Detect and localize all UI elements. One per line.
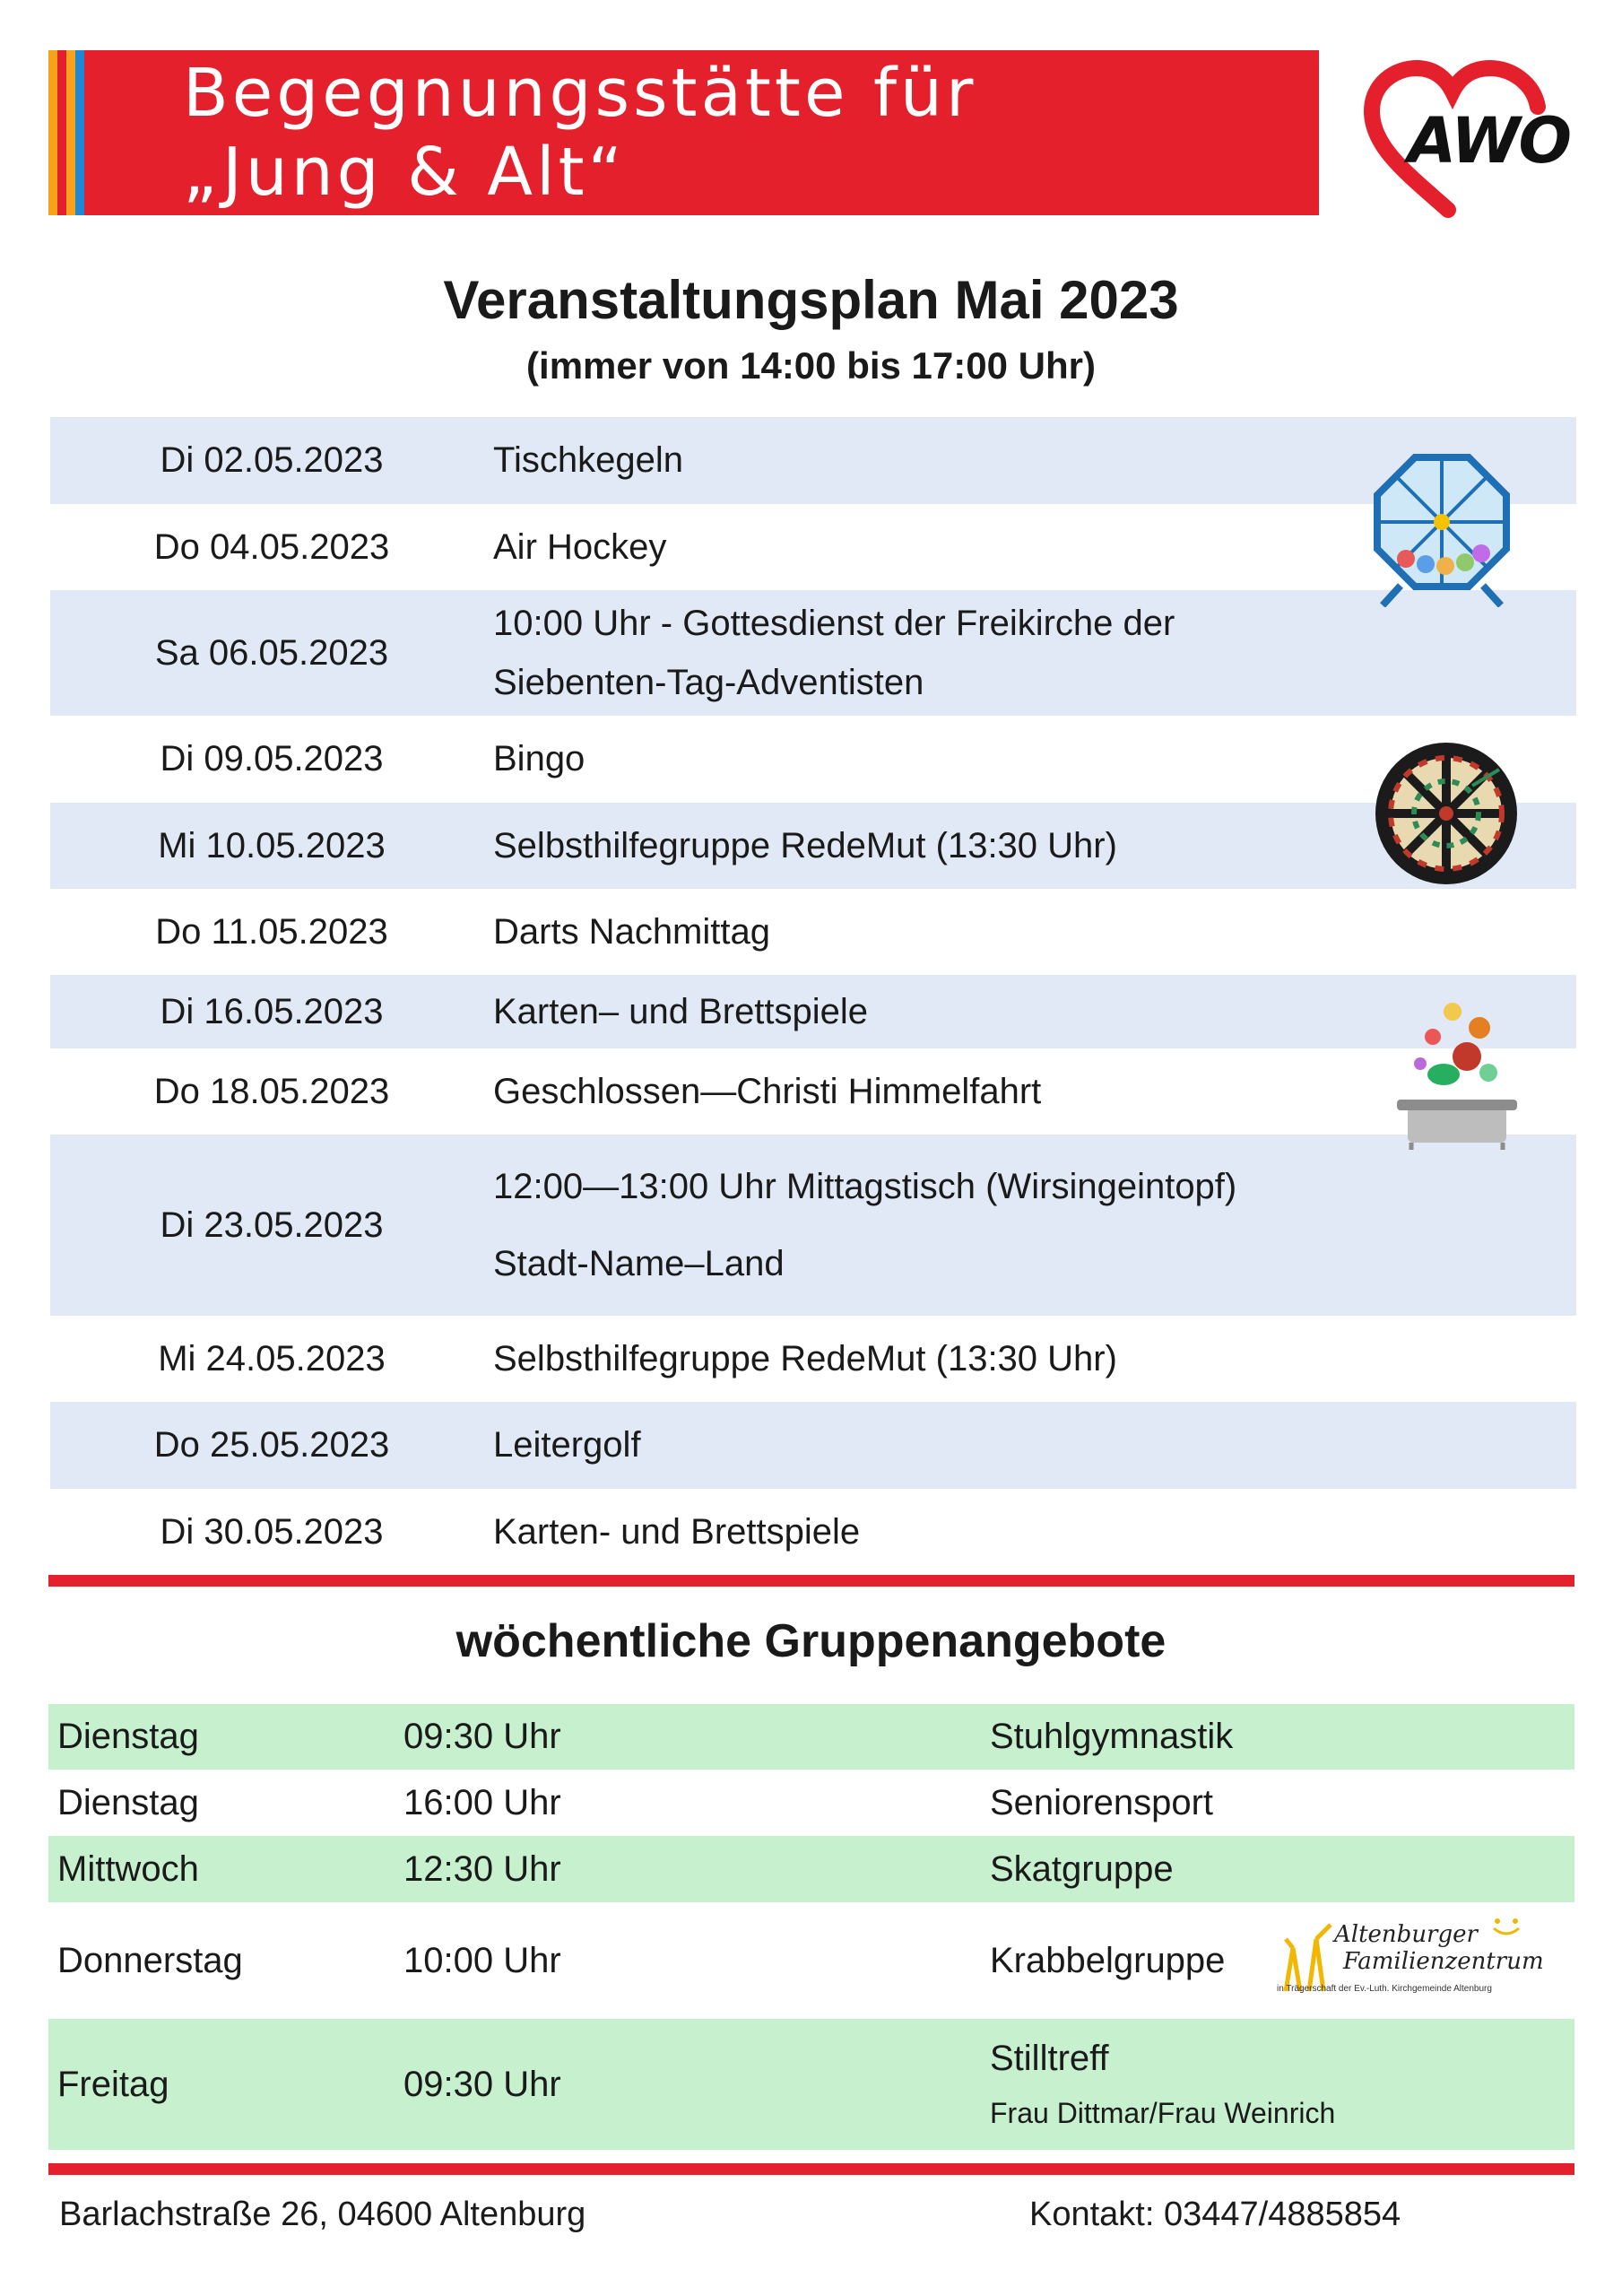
event-date: Di 02.05.2023: [160, 440, 384, 480]
event-text-line: Siebenten-Tag-Adventisten: [493, 663, 924, 702]
event-date: Do 25.05.2023: [153, 1425, 390, 1465]
event-date: Di 30.05.2023: [160, 1511, 384, 1552]
awo-logo: [1354, 57, 1571, 219]
stripe: [48, 50, 57, 215]
event-row: [50, 1316, 1576, 1402]
weekly-time: 09:30 Uhr: [403, 2064, 561, 2104]
stripe: [66, 50, 75, 215]
divider: [48, 1575, 1574, 1587]
event-date: Sa 06.05.2023: [154, 632, 389, 673]
weekly-activity: Seniorensport: [990, 1782, 1214, 1822]
event-date: Do 18.05.2023: [153, 1071, 390, 1111]
event-row: [50, 1489, 1576, 1575]
event-text: Selbsthilfegruppe RedeMut (13:30 Uhr): [493, 1338, 1117, 1378]
event-text: Leitergolf: [493, 1425, 641, 1465]
partner-logo-line2: Familienzentrum: [1343, 1948, 1544, 1975]
weekly-row: [48, 1704, 1574, 1770]
page-subtitle: (immer von 14:00 bis 17:00 Uhr): [526, 344, 1096, 387]
color-stripes: [48, 50, 93, 215]
figures-icon: [1277, 1921, 1340, 1993]
weekly-title: wöchentliche Gruppenangebote: [455, 1615, 1167, 1667]
page-title: Veranstaltungsplan Mai 2023: [443, 270, 1179, 330]
partner-logo-line1: Altenburger: [1334, 1921, 1478, 1948]
weekly-activity-name: Stilltreff: [990, 2039, 1109, 2078]
event-text: Air Hockey: [493, 526, 667, 567]
weekly-activity: Stuhlgymnastik: [990, 1717, 1234, 1756]
smile-icon: [1488, 1916, 1524, 1937]
weekly-activity: Skatgruppe: [990, 1848, 1174, 1889]
weekly-time: 12:30 Uhr: [403, 1848, 561, 1889]
event-text: Geschlossen—Christi Himmelfahrt: [493, 1071, 1042, 1111]
event-date: Do 04.05.2023: [153, 526, 390, 567]
event-date: Mi 24.05.2023: [158, 1338, 386, 1378]
event-row: [50, 1135, 1576, 1316]
stripe: [57, 50, 66, 215]
event-row: [50, 716, 1576, 803]
weekly-time: 09:30 Uhr: [403, 1717, 561, 1756]
event-text: Bingo: [493, 739, 585, 778]
event-date: Do 11.05.2023: [155, 911, 388, 952]
weekly-activity: Krabbelgruppe: [990, 1940, 1226, 1980]
weekly-day: Mittwoch: [57, 1848, 199, 1889]
footer-contact: Kontakt: 03447/4885854: [1029, 2196, 1401, 2233]
partner-logo-caption: in Trägerschaft der Ev.-Luth. Kirchgemeinde Altenburg: [1277, 1984, 1492, 1994]
event-text: Tischkegeln: [493, 440, 683, 480]
event-text-line: 10:00 Uhr - Gottesdienst der Freikirche der: [493, 604, 1175, 643]
events-table: [50, 417, 1576, 1575]
weekly-row: [48, 1770, 1574, 1836]
event-date: Di 23.05.2023: [160, 1205, 384, 1245]
weekly-activity: [990, 2039, 1574, 2130]
banner-title: [183, 54, 976, 212]
event-text: Karten– und Brettspiele: [493, 991, 869, 1031]
event-row: [50, 1048, 1576, 1135]
stripe: [75, 50, 84, 215]
weekly-row: [48, 2019, 1574, 2150]
weekly-day: Dienstag: [57, 1717, 199, 1756]
event-date: Mi 10.05.2023: [158, 825, 386, 865]
event-row: [50, 803, 1576, 889]
bingo-wheel-icon: [1370, 453, 1514, 607]
event-date: Di 16.05.2023: [160, 991, 384, 1031]
event-text: [493, 594, 1576, 712]
banner-title-line1: Begegnungsstätte für: [183, 55, 977, 132]
event-row: [50, 1402, 1576, 1489]
event-text: [493, 1148, 1576, 1302]
cooking-pot-icon: [1390, 992, 1524, 1150]
weekly-day: Donnerstag: [57, 1940, 243, 1980]
event-text: Selbsthilfegruppe RedeMut (13:30 Uhr): [493, 825, 1117, 865]
weekly-day: Freitag: [57, 2064, 169, 2104]
logo-text: AWO: [1408, 104, 1571, 178]
header-banner: [48, 50, 1319, 215]
stripe: [84, 50, 93, 215]
weekly-activity-note: Frau Dittmar/Frau Weinrich: [990, 2097, 1336, 2129]
weekly-day: Dienstag: [57, 1782, 199, 1822]
footer-address: Barlachstraße 26, 04600 Altenburg: [59, 2196, 586, 2233]
event-row: [50, 417, 1576, 504]
divider: [48, 2163, 1574, 2175]
event-text: Karten- und Brettspiele: [493, 1511, 861, 1552]
weekly-time: 10:00 Uhr: [403, 1940, 561, 1980]
weekly-time: 16:00 Uhr: [403, 1782, 561, 1822]
event-date: Di 09.05.2023: [160, 739, 384, 778]
event-row: [50, 975, 1576, 1048]
event-row: [50, 504, 1576, 590]
event-text-line: 12:00—13:00 Uhr Mittagstisch (Wirsingeintopf): [493, 1167, 1237, 1206]
familienzentrum-logo: [1277, 1916, 1544, 2005]
dartboard-icon: [1374, 741, 1519, 886]
event-text-line: Stadt-Name–Land: [493, 1244, 785, 1283]
event-row: [50, 590, 1576, 716]
weekly-row: [48, 1836, 1574, 1902]
event-text: Darts Nachmittag: [493, 911, 770, 952]
banner-title-line2: „Jung & Alt“: [183, 134, 626, 211]
event-row: [50, 889, 1576, 975]
